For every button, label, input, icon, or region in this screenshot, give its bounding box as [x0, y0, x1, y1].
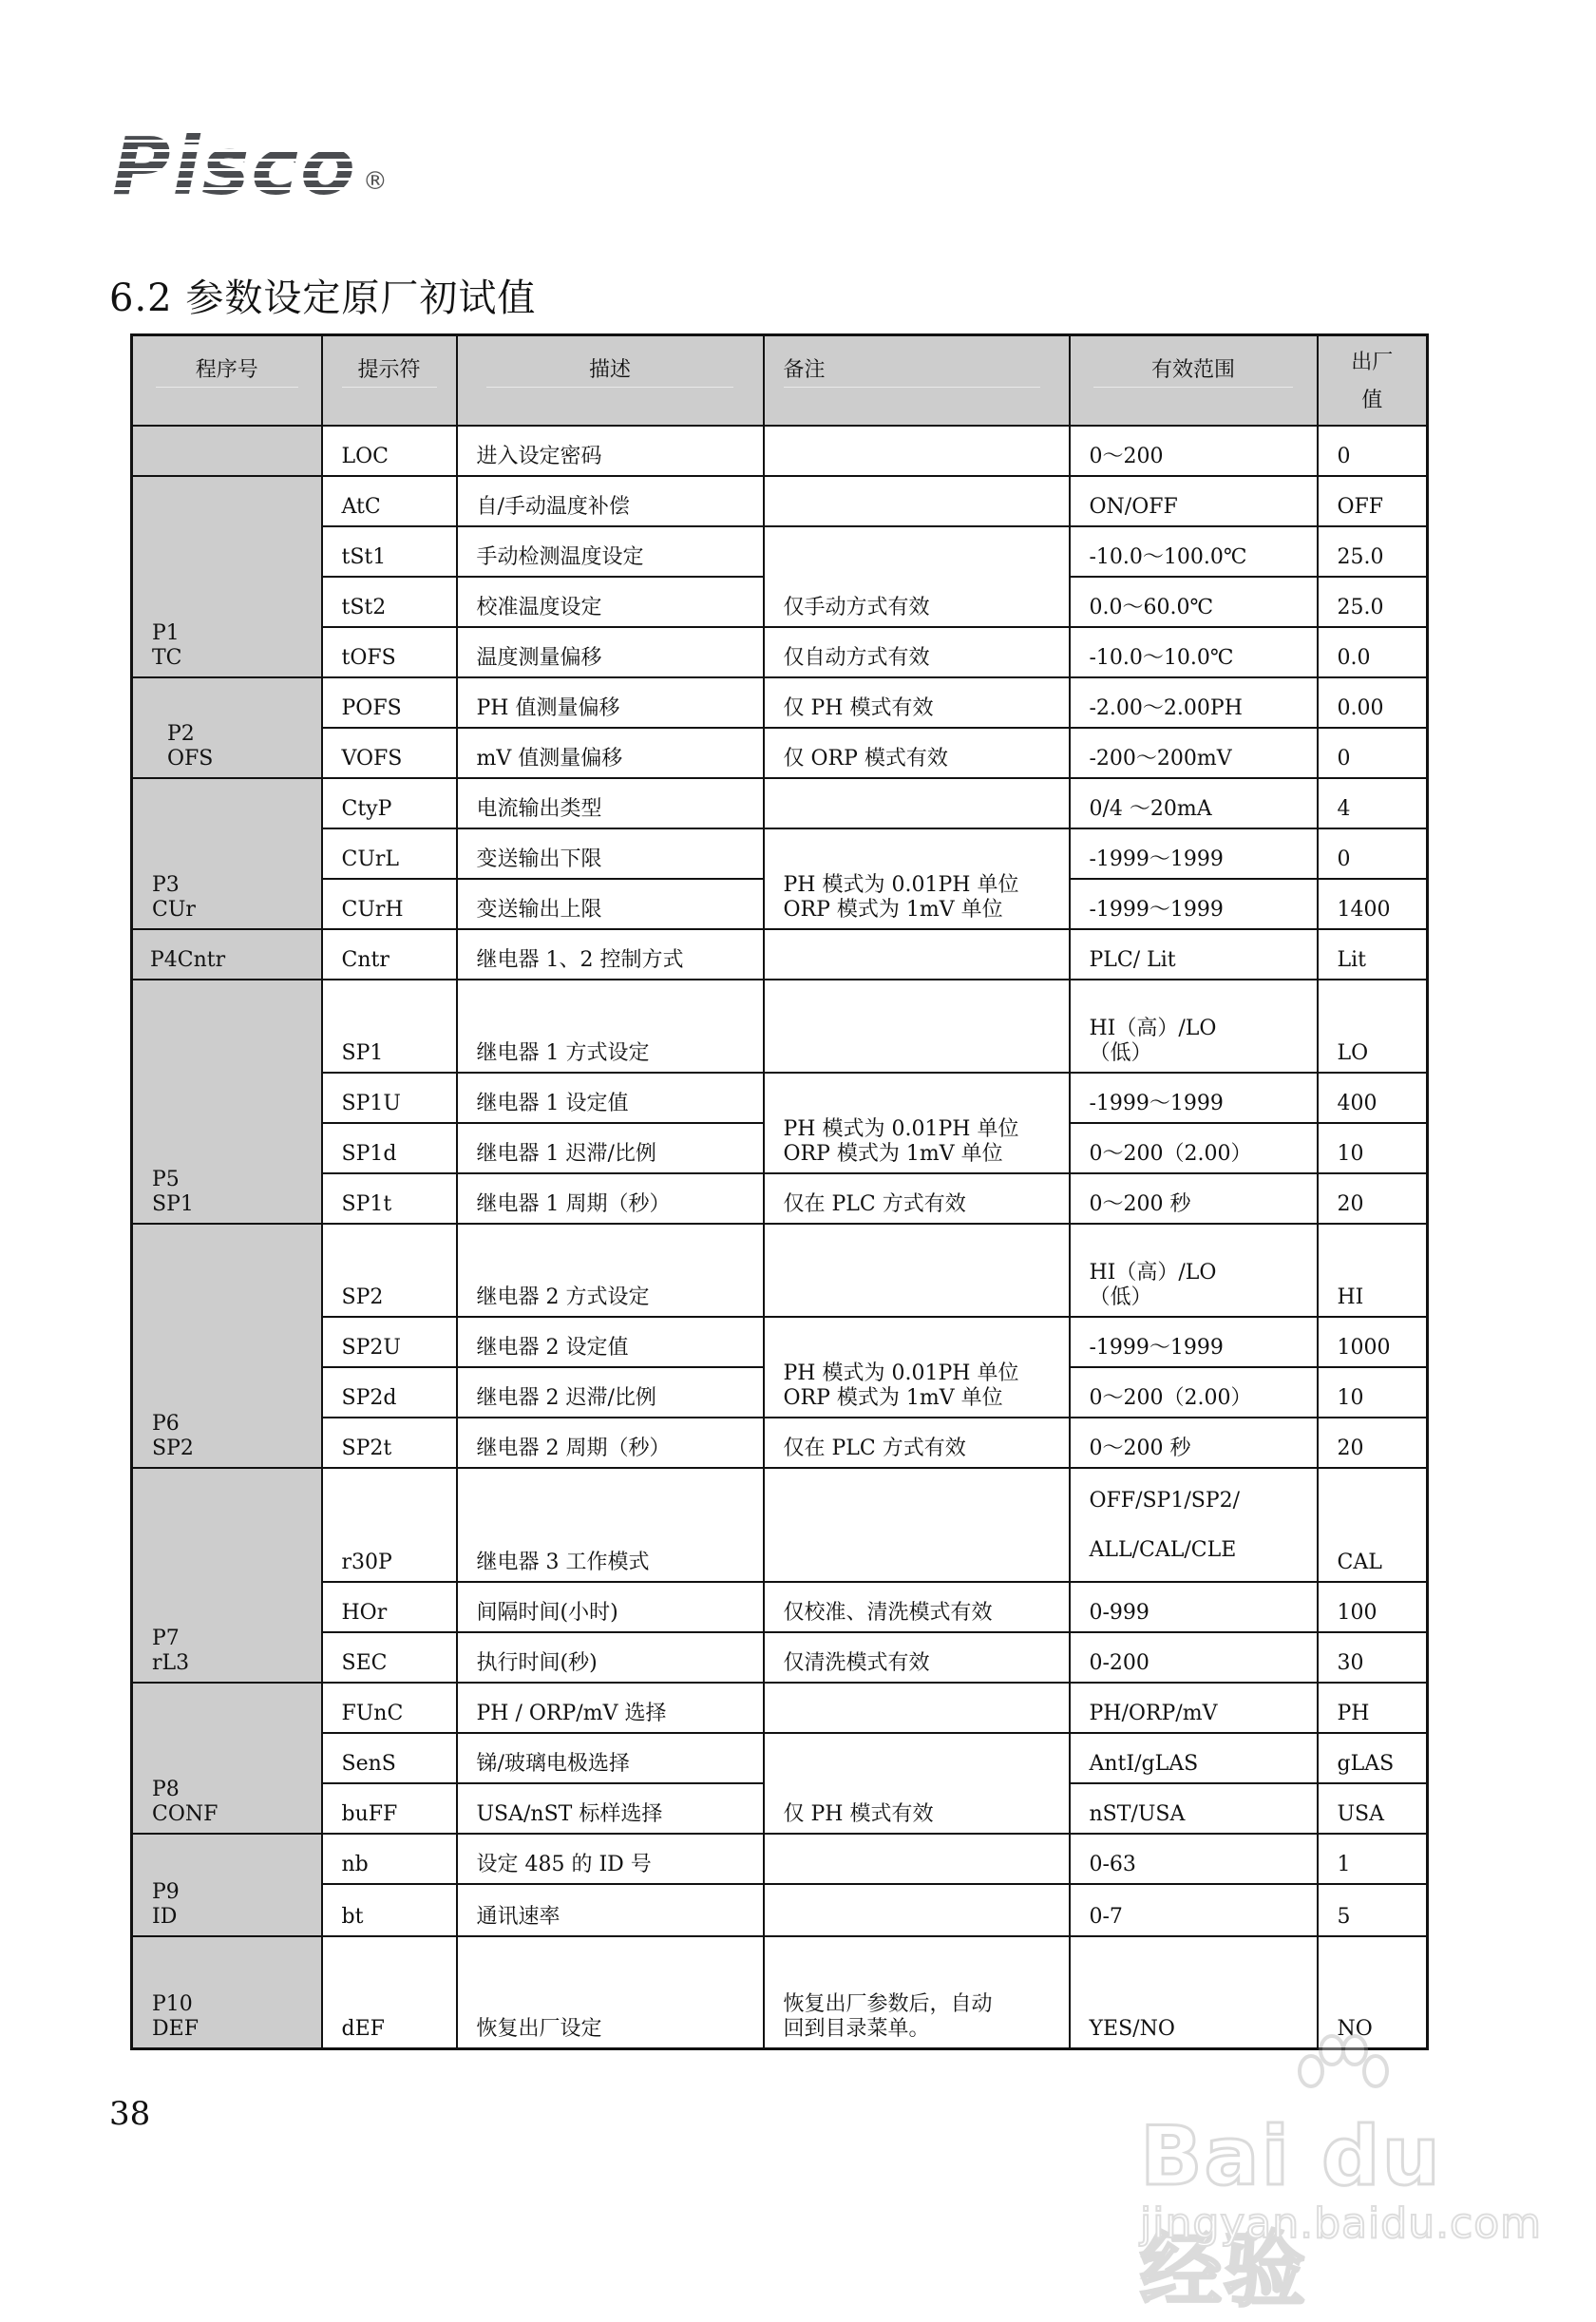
table-row [132, 526, 1428, 577]
range-cell: 0-999 [1070, 1582, 1318, 1632]
range-cell: -2.00～2.00PH [1070, 677, 1318, 728]
note-cell [764, 980, 1070, 1073]
note-cell [764, 1224, 1070, 1317]
note-cell [764, 1468, 1070, 1582]
default-cell: Lit [1318, 929, 1428, 980]
range-cell: 0～200 秒 [1070, 1418, 1318, 1468]
desc-cell: 手动检测温度设定 [457, 526, 764, 577]
note-cell [764, 1884, 1070, 1936]
range-cell: -1999～1999 [1070, 1317, 1318, 1367]
code-cell: SenS [322, 1733, 457, 1783]
desc-cell: 执行时间(秒) [457, 1632, 764, 1683]
table-row [132, 980, 1428, 1073]
code-cell: CUrH [322, 879, 457, 929]
range-cell: 0～200（2.00） [1070, 1123, 1318, 1173]
default-cell: 1400 [1318, 879, 1428, 929]
program-cell: P3 CUr [132, 778, 322, 929]
range-cell: 0-200 [1070, 1632, 1318, 1683]
note-cell: 仅 PH 模式有效 [764, 677, 1070, 728]
range-cell: 0～200 秒 [1070, 1173, 1318, 1224]
table-row [132, 828, 1428, 879]
range-cell: ON/OFF [1070, 476, 1318, 526]
code-cell: SP1 [322, 980, 457, 1073]
pisco-logo [112, 120, 388, 213]
note-cell: 仅自动方式有效 [764, 627, 1070, 677]
range-cell: HI（高）/LO （低） [1070, 1224, 1318, 1317]
watermark-url: jingyan.baidu.com [1140, 2199, 1543, 2248]
registered-mark-icon: ® [362, 167, 388, 196]
desc-cell: 自/手动温度补偿 [457, 476, 764, 526]
code-cell: tSt2 [322, 577, 457, 627]
default-cell: 100 [1318, 1582, 1428, 1632]
note-cell [764, 1683, 1070, 1733]
table-row [132, 1468, 1428, 1582]
desc-cell: 锑/玻璃电极选择 [457, 1733, 764, 1783]
range-cell: -200～200mV [1070, 728, 1318, 778]
code-cell: SP1d [322, 1123, 457, 1173]
desc-cell: 继电器 2 方式设定 [457, 1224, 764, 1317]
table-row [132, 1834, 1428, 1884]
code-cell: FUnC [322, 1683, 457, 1733]
code-cell: tOFS [322, 627, 457, 677]
range-cell: -10.0～100.0℃ [1070, 526, 1318, 577]
desc-cell: 温度测量偏移 [457, 627, 764, 677]
code-cell: AtC [322, 476, 457, 526]
program-cell: P6 SP2 [132, 1224, 322, 1468]
table-row [132, 1073, 1428, 1123]
default-cell: 0.00 [1318, 677, 1428, 728]
note-cell: PH 模式为 0.01PH 单位 ORP 模式为 1mV 单位 [764, 828, 1070, 929]
note-cell: 恢复出厂参数后，自动 回到目录菜单。 [764, 1936, 1070, 2048]
desc-cell: 继电器 2 周期（秒） [457, 1418, 764, 1468]
program-cell: P1 TC [132, 476, 322, 677]
range-cell: 0～200（2.00） [1070, 1367, 1318, 1418]
default-cell: 30 [1318, 1632, 1428, 1683]
default-cell: 4 [1318, 778, 1428, 828]
default-cell: OFF [1318, 476, 1428, 526]
code-cell: SP2U [322, 1317, 457, 1367]
desc-cell: 进入设定密码 [457, 426, 764, 476]
note-cell: 仅校准、清洗模式有效 [764, 1582, 1070, 1632]
desc-cell: 恢复出厂设定 [457, 1936, 764, 2048]
desc-cell: PH 值测量偏移 [457, 677, 764, 728]
desc-cell: mV 值测量偏移 [457, 728, 764, 778]
default-cell: 10 [1318, 1367, 1428, 1418]
note-cell: PH 模式为 0.01PH 单位 ORP 模式为 1mV 单位 [764, 1317, 1070, 1418]
parameter-table [130, 333, 1429, 2050]
code-cell: VOFS [322, 728, 457, 778]
default-cell: NO [1318, 1936, 1428, 2048]
note-cell [764, 1834, 1070, 1884]
note-cell: 仅 ORP 模式有效 [764, 728, 1070, 778]
table-row [132, 627, 1428, 677]
col-header-range: 有效范围 [1070, 335, 1318, 427]
code-cell: SEC [322, 1632, 457, 1683]
col-header-program: 程序号 [132, 335, 322, 427]
note-cell: 仅手动方式有效 [764, 526, 1070, 627]
table-row [132, 1224, 1428, 1317]
code-cell: LOC [322, 426, 457, 476]
default-cell: 25.0 [1318, 526, 1428, 577]
code-cell: SP2 [322, 1224, 457, 1317]
table-row [132, 1418, 1428, 1468]
desc-cell: 通讯速率 [457, 1884, 764, 1936]
code-cell: bt [322, 1884, 457, 1936]
default-cell: 20 [1318, 1173, 1428, 1224]
table-row [132, 1733, 1428, 1783]
code-cell: SP1t [322, 1173, 457, 1224]
default-cell: LO [1318, 980, 1428, 1073]
default-cell: 0.0 [1318, 627, 1428, 677]
code-cell: tSt1 [322, 526, 457, 577]
desc-cell: 变送输出上限 [457, 879, 764, 929]
default-cell: 1 [1318, 1834, 1428, 1884]
table-row [132, 1317, 1428, 1367]
range-cell: -10.0～10.0℃ [1070, 627, 1318, 677]
note-cell: 仅在 PLC 方式有效 [764, 1418, 1070, 1468]
code-cell: CUrL [322, 828, 457, 879]
range-cell: 0～200 [1070, 426, 1318, 476]
program-cell: P5 SP1 [132, 980, 322, 1224]
desc-cell: 电流输出类型 [457, 778, 764, 828]
program-cell: P7 rL3 [132, 1468, 322, 1683]
table-row [132, 1884, 1428, 1936]
program-cell [132, 426, 322, 476]
default-cell: PH [1318, 1683, 1428, 1733]
table-row [132, 1582, 1428, 1632]
default-cell: 20 [1318, 1418, 1428, 1468]
range-cell: YES/NO [1070, 1936, 1318, 2048]
program-cell: P4Cntr [132, 929, 322, 980]
default-cell: HI [1318, 1224, 1428, 1317]
note-cell: PH 模式为 0.01PH 单位 ORP 模式为 1mV 单位 [764, 1073, 1070, 1173]
code-cell: dEF [322, 1936, 457, 2048]
default-cell: 1000 [1318, 1317, 1428, 1367]
range-cell: PLC/ Lit [1070, 929, 1318, 980]
desc-cell: 间隔时间(小时) [457, 1582, 764, 1632]
table-row [132, 728, 1428, 778]
col-header-description: 描述 [457, 335, 764, 427]
default-cell: CAL [1318, 1468, 1428, 1582]
range-cell: AntI/gLAS [1070, 1733, 1318, 1783]
table-header-row [132, 335, 1428, 427]
code-cell: SP2d [322, 1367, 457, 1418]
default-cell: 10 [1318, 1123, 1428, 1173]
default-cell: 0 [1318, 426, 1428, 476]
note-cell: 仅清洗模式有效 [764, 1632, 1070, 1683]
code-cell: SP2t [322, 1418, 457, 1468]
code-cell: Cntr [322, 929, 457, 980]
code-cell: nb [322, 1834, 457, 1884]
range-cell: OFF/SP1/SP2/ ALL/CAL/CLE [1070, 1468, 1318, 1582]
code-cell: SP1U [322, 1073, 457, 1123]
range-cell: -1999～1999 [1070, 1073, 1318, 1123]
desc-cell: 继电器 1 迟滞/比例 [457, 1123, 764, 1173]
table-row [132, 778, 1428, 828]
range-cell: nST/USA [1070, 1783, 1318, 1834]
range-cell: PH/ORP/mV [1070, 1683, 1318, 1733]
code-cell: CtyP [322, 778, 457, 828]
range-cell: HI（高）/LO （低） [1070, 980, 1318, 1073]
desc-cell: 继电器 3 工作模式 [457, 1468, 764, 1582]
note-cell: 仅 PH 模式有效 [764, 1733, 1070, 1834]
desc-cell: 校准温度设定 [457, 577, 764, 627]
default-cell: 5 [1318, 1884, 1428, 1936]
code-cell: r30P [322, 1468, 457, 1582]
page-number: 38 [109, 2095, 151, 2133]
desc-cell: 继电器 1 方式设定 [457, 980, 764, 1073]
range-cell: 0-63 [1070, 1834, 1318, 1884]
program-cell: P9 ID [132, 1834, 322, 1936]
program-cell: P2 OFS [132, 677, 322, 778]
default-cell: gLAS [1318, 1733, 1428, 1783]
note-cell [764, 476, 1070, 526]
default-cell: 0 [1318, 728, 1428, 778]
table-row [132, 426, 1428, 476]
desc-cell: 继电器 2 迟滞/比例 [457, 1367, 764, 1418]
watermark-brand: Bai du 经验 [1140, 2109, 1442, 2318]
desc-cell: 继电器 1、2 控制方式 [457, 929, 764, 980]
desc-cell: 继电器 2 设定值 [457, 1317, 764, 1367]
program-cell: P8 CONF [132, 1683, 322, 1834]
range-cell: 0.0～60.0℃ [1070, 577, 1318, 627]
range-cell: -1999～1999 [1070, 879, 1318, 929]
desc-cell: 继电器 1 设定值 [457, 1073, 764, 1123]
default-cell: 0 [1318, 828, 1428, 879]
default-cell: 25.0 [1318, 577, 1428, 627]
table-row [132, 1173, 1428, 1224]
default-cell: USA [1318, 1783, 1428, 1834]
desc-cell: 继电器 1 周期（秒） [457, 1173, 764, 1224]
desc-cell: 设定 485 的 ID 号 [457, 1834, 764, 1884]
program-cell: P10 DEF [132, 1936, 322, 2048]
logo-text: Pisco [112, 120, 357, 213]
table-row [132, 677, 1428, 728]
table-row [132, 1632, 1428, 1683]
code-cell: POFS [322, 677, 457, 728]
code-cell: HOr [322, 1582, 457, 1632]
range-cell: -1999～1999 [1070, 828, 1318, 879]
range-cell: 0-7 [1070, 1884, 1318, 1936]
code-cell: buFF [322, 1783, 457, 1834]
baidu-watermark [1140, 2033, 1543, 2318]
table-row [132, 476, 1428, 526]
table-row [132, 1683, 1428, 1733]
default-cell: 400 [1318, 1073, 1428, 1123]
table-row [132, 1936, 1428, 2048]
note-cell [764, 778, 1070, 828]
desc-cell: 变送输出下限 [457, 828, 764, 879]
col-header-hint: 提示符 [322, 335, 457, 427]
section-title: 6.2 参数设定原厂初试值 [109, 276, 537, 320]
col-header-note: 备注 [764, 335, 1070, 427]
range-cell: 0/4 ～20mA [1070, 778, 1318, 828]
col-header-default: 出厂 值 [1318, 335, 1428, 427]
note-cell [764, 426, 1070, 476]
desc-cell: PH / ORP/mV 选择 [457, 1683, 764, 1733]
note-cell: 仅在 PLC 方式有效 [764, 1173, 1070, 1224]
table-row [132, 929, 1428, 980]
desc-cell: USA/nST 标样选择 [457, 1783, 764, 1834]
note-cell [764, 929, 1070, 980]
